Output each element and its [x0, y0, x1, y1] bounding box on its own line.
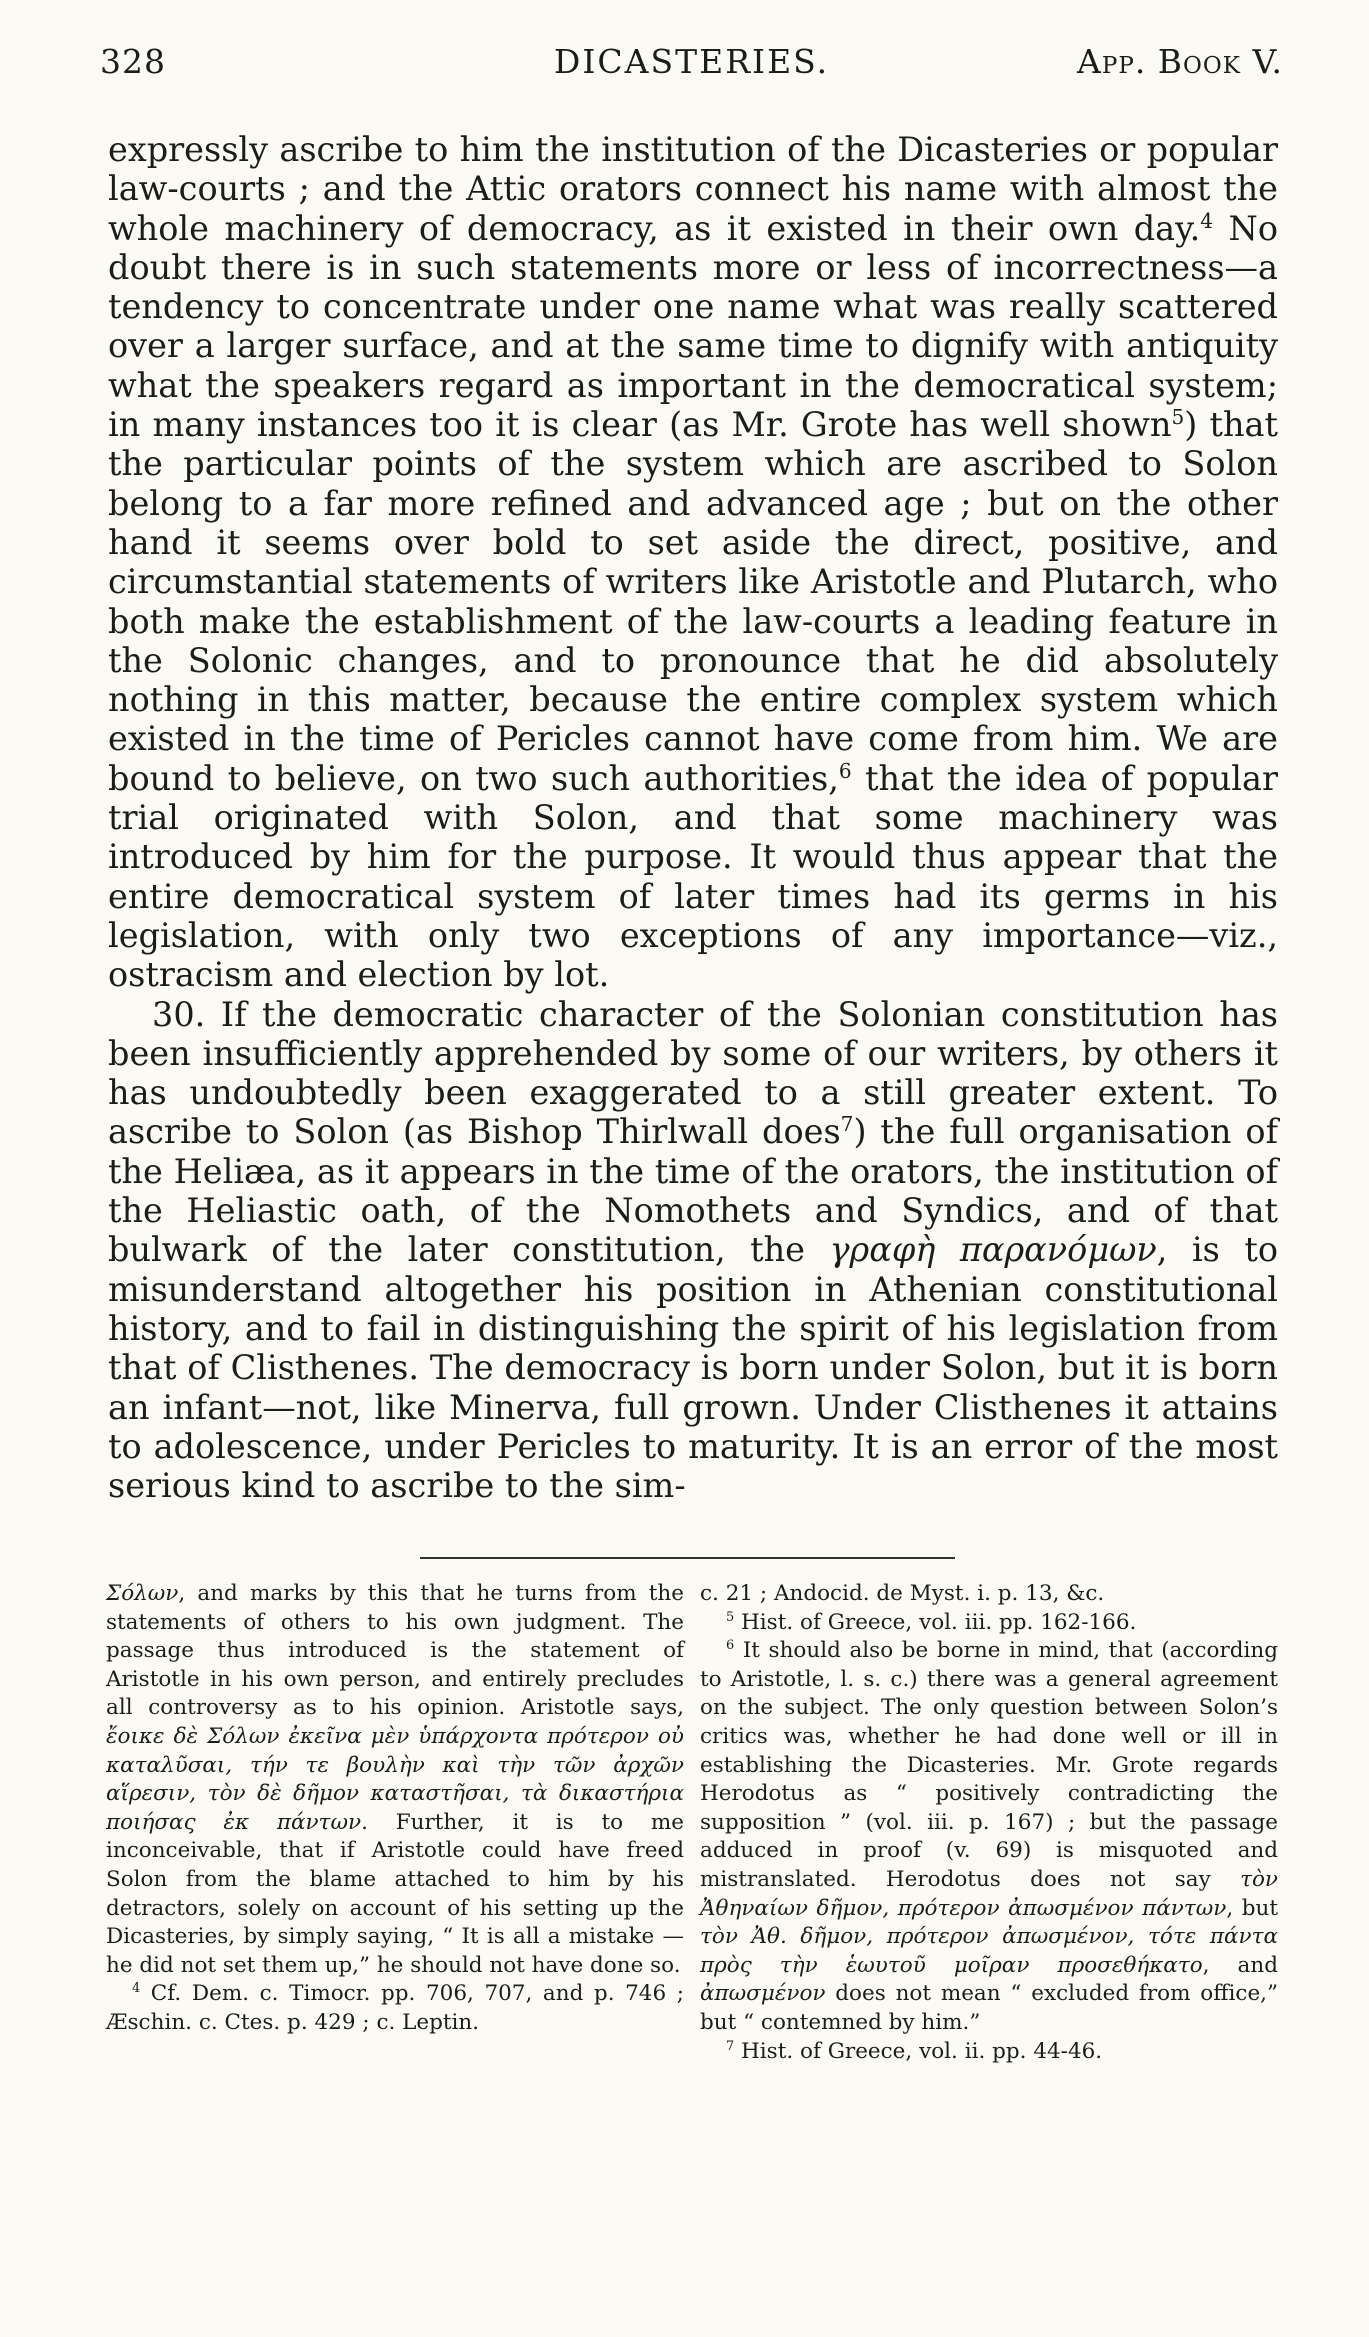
paragraph-1: expressly ascribe to him the institution of the Dicasteries or popular law-courts ; and the Attic orators connect his name with almost the whole machinery of democracy, as it existed in their own day.$^4$ No doubt there is in such statements more or less of incorrectness—a tendency to concentrate under one name what was really scattered over a larger surface, and at the same time to dignify with antiquity what the speakers regard as important in the democratical system; in many instances too it is clear (as Mr. Grote has well shown$^5$) that the particular points of the system which are ascribed to Solon belong to a far more refined and advanced age ; but on the other hand it seems over bold to set aside the direct, positive, and circumstantial statements of writers like Aristotle and Plutarch, who both make the establishment of the law-courts a leading feature in the Solonic changes, and to pronounce that he did absolutely nothing in this matter, because the entire complex system which existed in the time of Pericles cannot have come from him. We are bound to believe, on two such authorities,$^6$ that the idea of popular trial originated with Solon, and that some machinery was introduced by him for the purpose. It would thus appear that the entire democratical system of later times had its germs in his legislation, with only two exceptions of any importance—viz., ostracism and election by lot. [108, 130, 1278, 995]
footnote-column-left [106, 1580, 684, 2066]
footnote-ref-5: 5 [1171, 404, 1185, 429]
footnote-4-continued: c. 21 ; Andocid. de Myst. i. p. 13, &c. [700, 1581, 1105, 1606]
running-header [100, 42, 1283, 86]
footnotes [106, 1580, 1278, 2066]
footnote-column-right [700, 1580, 1278, 2066]
footnote-ref-6: 6 [838, 758, 852, 783]
footnote-ref-7: 7 [840, 1112, 854, 1137]
footnote-6: $^6$ It should also be borne in mind, that (according to Aristotle, l. s. c.) there was a general agreement on the subject. The only question between Solon’s critics was, whether he had done well or ill in establishing the Dicasteries. Mr. Grote regards Herodotus as “ positively contradicting the supposition ” (vol. iii. p. 167) ; but the passage adduced in proof (v. 69) is misquoted and mistranslated. Herodotus does not say τὸν Ἀθηναίων δῆμον, πρότερον ἀπωσμένον πάντων, but τὸν Ἀθ. δῆμον, πρότερον ἀπωσμένον, τότε πάντα πρὸς τὴν ἑωυτοῦ μοῖραν προσεθήκατο, and ἀπωσμένον does not mean “ excluded from office,” but “ contemned by him.” [700, 1638, 1278, 2035]
footnote-7: $^7$ Hist. of Greece, vol. ii. pp. 44-46. [726, 2038, 1103, 2064]
footnote-divider [420, 1557, 955, 1559]
page-number: 328 [100, 42, 166, 81]
footnote-4: $^4$ Cf. Dem. c. Timocr. pp. 706, 707, and p. 746 ; Æschin. c. Ctes. p. 429 ; c. Leptin. [106, 1981, 684, 2035]
greek-quotation: ἔοικε δὲ Σόλων ἐκεῖνα μὲν ὑπάρχοντα πρότερον οὐ καταλῦσαι, τήν τε βουλὴν καὶ τὴν τῶν ἀρχῶν αἵρεσιν, τὸν δὲ δῆμον καταστῆσαι, τὰ δικαστήρια ποιήσας ἐκ πάντων [106, 1723, 684, 1835]
footnote-3-continued: Σόλων, and marks by this that he turns from the statements of others to his own judgment. The passage thus introduced is the statement of Aristotle in his own person, and entirely precludes all controversy as to his opinion. Aristotle says, ἔοικε δὲ Σόλων ἐκεῖνα μὲν ὑπάρχοντα πρότερον οὐ καταλῦσαι, τήν τε βουλὴν καὶ τὴν τῶν ἀρχῶν αἵρεσιν, τὸν δὲ δῆμον καταστῆσαι, τὰ δικαστήρια ποιήσας ἐκ πάντων. Further, it is to me inconceivable, that if Aristotle could have freed Solon from the blame attached to him by his detractors, solely on account of his setting up the Dicasteries, by simply saying, “ It is all a mistake — he did not set them up,” he should not have done so. [106, 1581, 684, 1978]
running-title: DICASTERIES. [553, 42, 830, 81]
paragraph-30: 30. If the democratic character of the Solonian constitution has been insufficiently apprehended by some of our writers, by others it has undoubtedly been exaggerated to a still greater extent. To ascribe to Solon (as Bishop Thirlwall does$^7$) the full organisation of the Heliæa, as it appears in the time of the orators, the institution of the Heliastic oath, of the Nomothets and Syndics, and of that bulwark of the later constitution, the γραφὴ παρανόμων, is to misunderstand altogether his position in Athenian constitutional history, and to fail in distinguishing the spirit of his legislation from that of Clisthenes. The democracy is born under Solon, but it is born an infant—not, like Minerva, full grown. Under Clisthenes it attains to adolescence, under Pericles to maturity. It is an error of the most serious kind to ascribe to the sim- [108, 994, 1278, 1506]
section-label: App. Book V. [1077, 42, 1283, 81]
greek-phrase: γραφὴ παρανόμων [829, 1230, 1157, 1270]
main-text [108, 130, 1278, 1505]
footnote-ref-4: 4 [1200, 208, 1214, 233]
footnote-5: $^5$ Hist. of Greece, vol. iii. pp. 162-166. [726, 1609, 1137, 1635]
